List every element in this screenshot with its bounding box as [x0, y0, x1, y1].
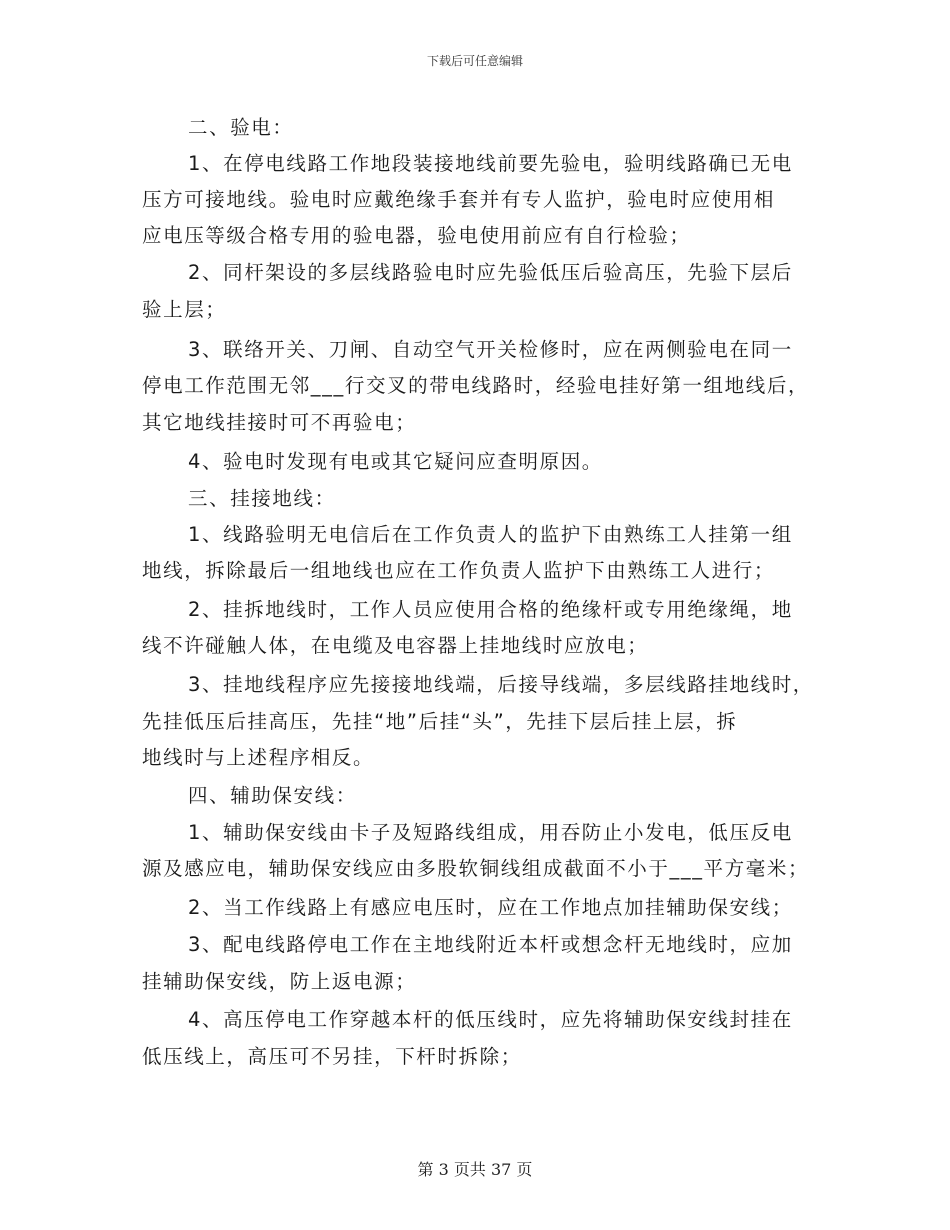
paragraph-line: 源及感应电，辅助保安线应由多股软铜线组成截面不小于___平方毫米；: [142, 857, 810, 880]
paragraph-line: 验上层；: [142, 298, 227, 321]
section-heading: 四、辅助保安线：: [188, 784, 357, 807]
paragraph-line: 停电工作范围无邻___行交叉的带电线路时，经验电挂好第一组地线后，: [142, 374, 810, 397]
paragraph-line: 4、高压停电工作穿越本杆的低压线时，应先将辅助保安线封挂在: [188, 1008, 793, 1031]
section-heading: 三、挂接地线：: [188, 487, 336, 510]
paragraph-line: 3、联络开关、刀闸、自动空气开关检修时，应在两侧验电在同一: [188, 338, 793, 361]
page-header: 下载后可任意编辑: [426, 54, 523, 68]
paragraph-line: 其它地线挂接时可不再验电；: [142, 411, 417, 434]
paragraph-line: 4、验电时发现有电或其它疑问应查明原因。: [188, 450, 603, 473]
paragraph-line: 2、同杆架设的多层线路验电时应先验低压后验高压，先验下层后: [188, 261, 793, 284]
page-number-footer: 第 3 页共 37 页: [417, 1160, 533, 1179]
paragraph-line: 低压线上，高压可不另挂，下杆时拆除；: [142, 1045, 522, 1068]
section-heading: 二、验电：: [188, 116, 294, 139]
paragraph-line: 应电压等级合格专用的验电器，验电使用前应有自行检验；: [142, 224, 691, 247]
paragraph-line: 先挂低压后挂高压，先挂“地”后挂“头”，先挂下层后挂上层，拆: [142, 710, 738, 733]
paragraph-line: 3、配电线路停电工作在主地线附近本杆或想念杆无地线时，应加: [188, 933, 793, 956]
paragraph-line: 2、挂拆地线时，工作人员应使用合格的绝缘杆或专用绝缘绳，地: [188, 598, 793, 621]
paragraph-line: 线不许碰触人体，在电缆及电容器上挂地线时应放电；: [142, 634, 649, 657]
paragraph-line: 挂辅助保安线，防上返电源；: [142, 970, 417, 993]
paragraph-line: 地线时与上述程序相反。: [142, 746, 375, 769]
paragraph-line: 2、当工作线路上有感应电压时，应在工作地点加挂辅助保安线；: [188, 896, 793, 919]
paragraph-line: 地线，拆除最后一组地线也应在工作负责人监护下由熟练工人进行；: [142, 559, 776, 582]
paragraph-line: 3、挂地线程序应先接接地线端，后接导线端，多层线路挂地线时，: [188, 673, 814, 696]
paragraph-line: 1、辅助保安线由卡子及短路线组成，用吞防止小发电，低压反电: [188, 821, 793, 844]
paragraph-line: 1、在停电线路工作地段装接地线前要先验电，验明线路确已无电: [188, 152, 793, 175]
paragraph-line: 1、线路验明无电信后在工作负责人的监护下由熟练工人挂第一组: [188, 523, 793, 546]
paragraph-line: 压方可接地线。验电时应戴绝缘手套并有专人监护，验电时应使用相: [142, 188, 776, 211]
